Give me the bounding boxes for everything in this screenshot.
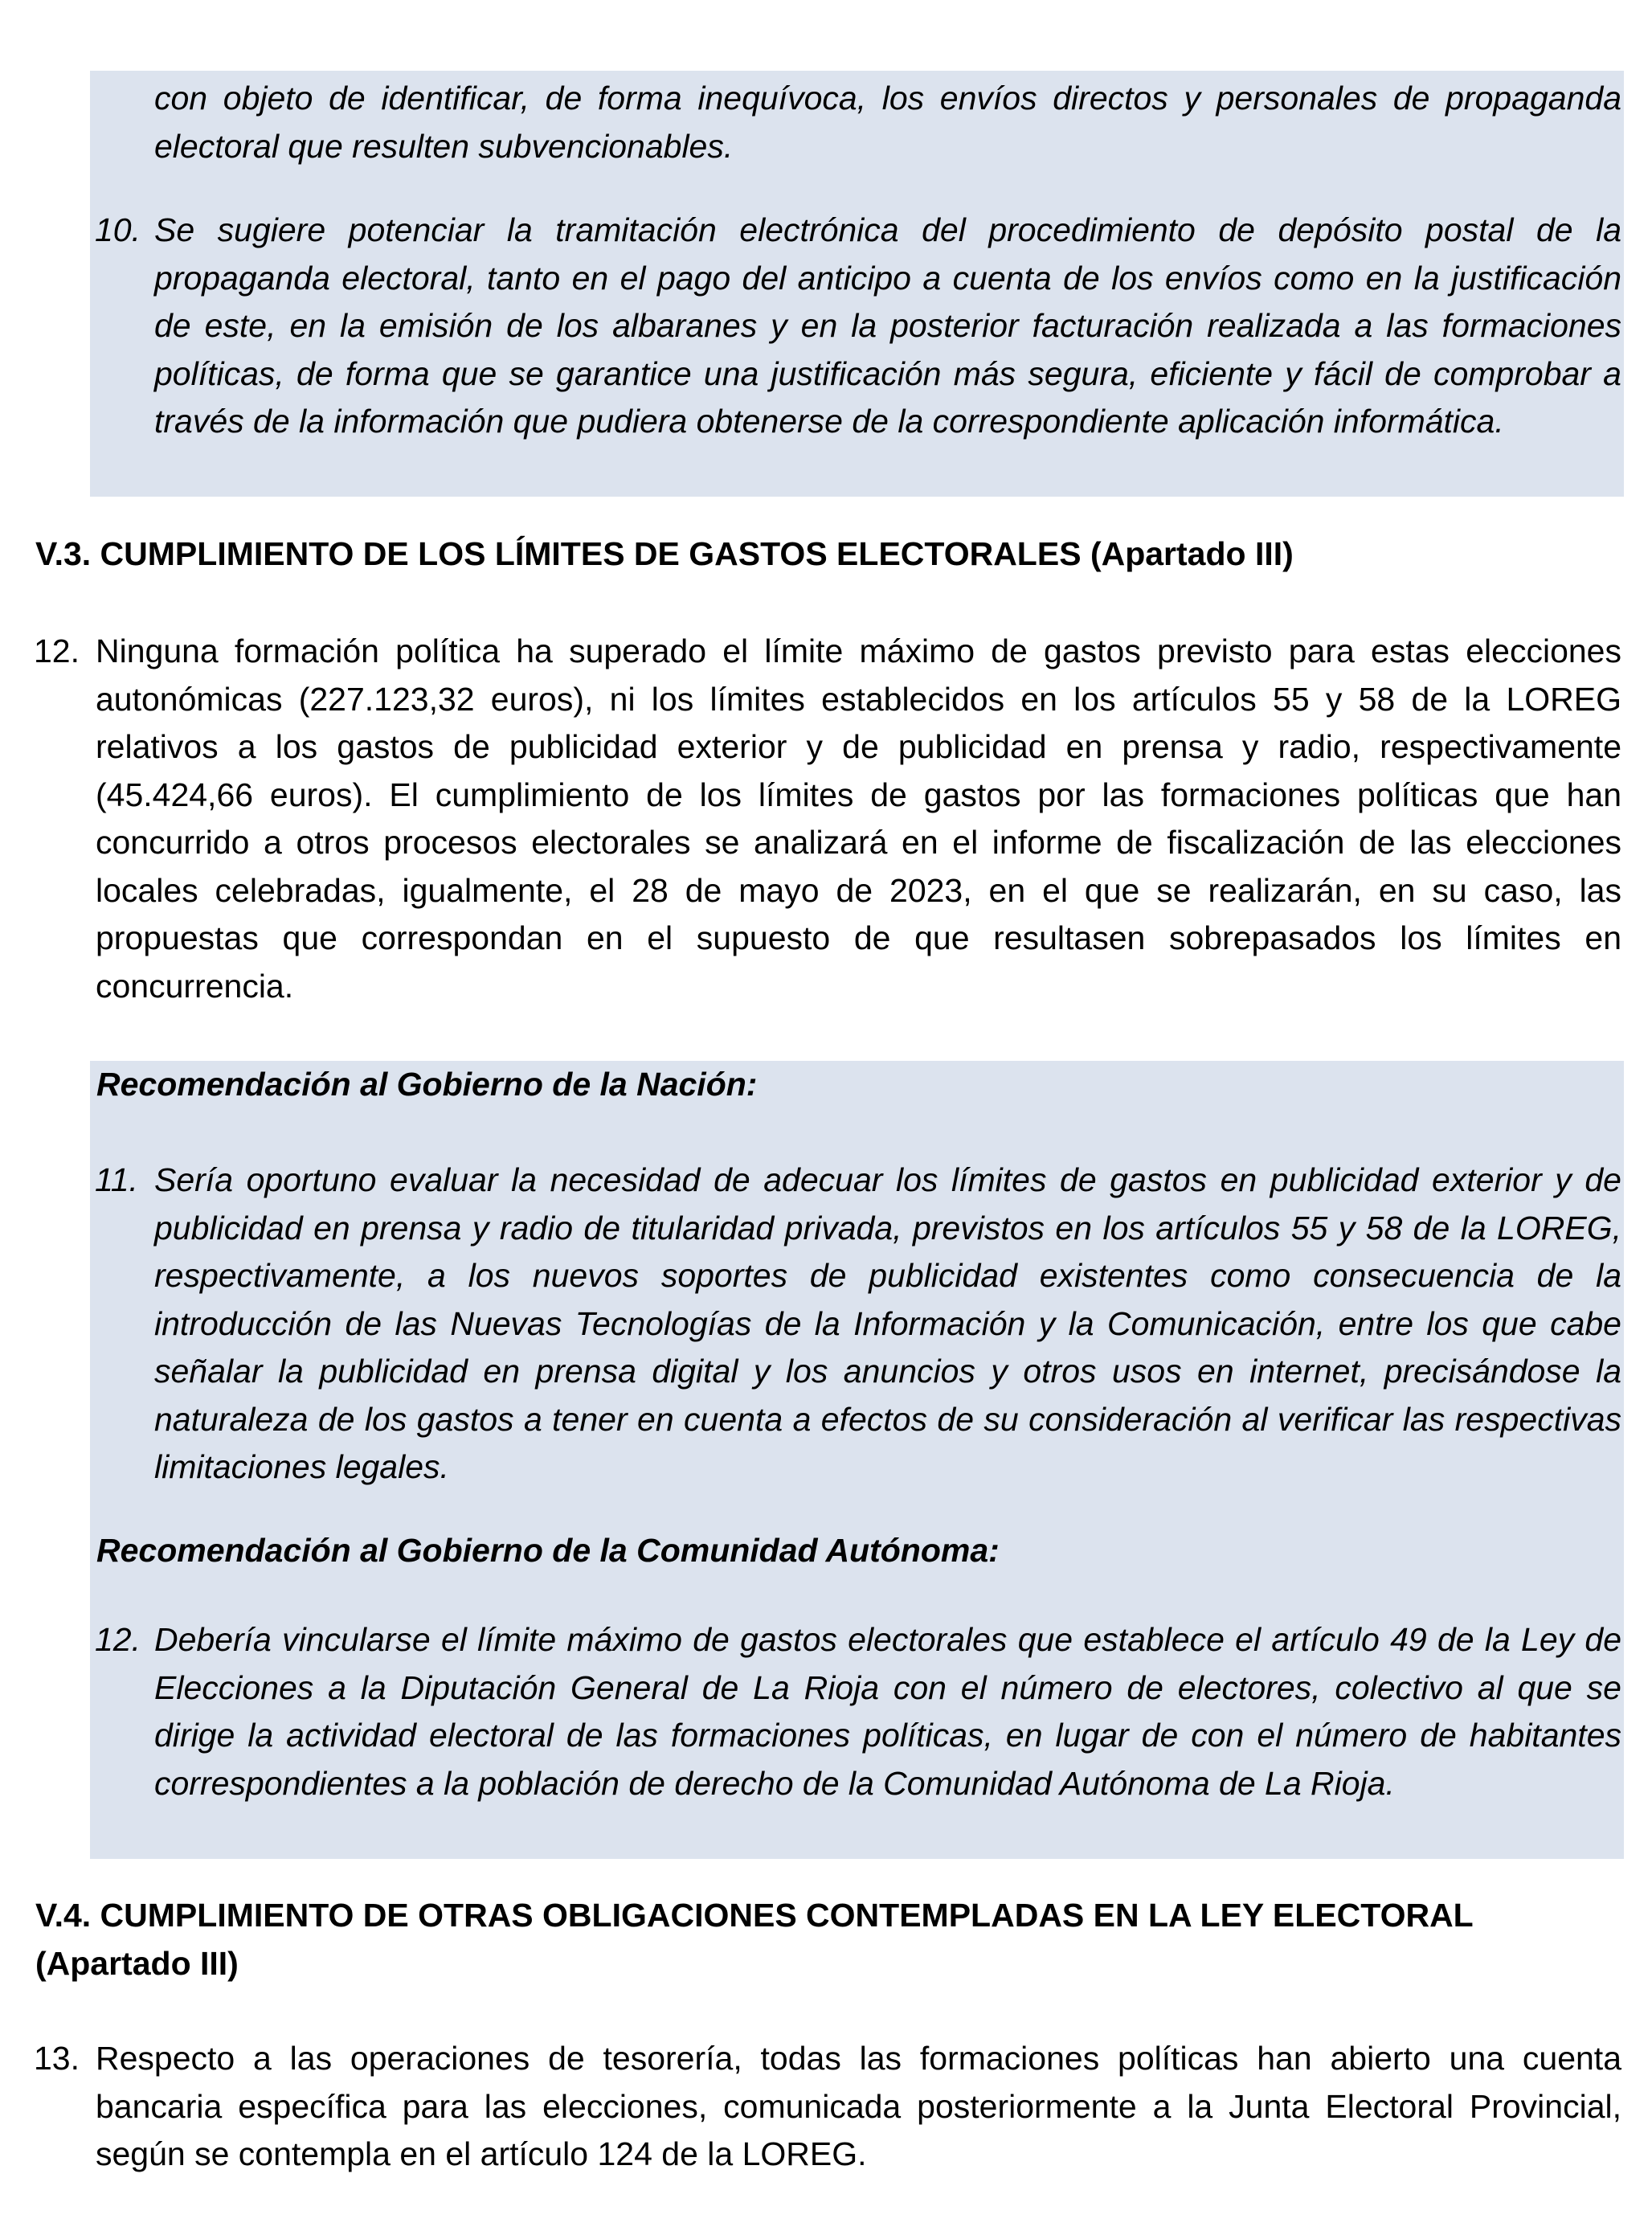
recommendation-10-number: 10. bbox=[95, 211, 141, 248]
conclusion-13-text: Respecto a las operaciones de tesorería, todas las formaciones políticas han abierto una cuenta bancaria específica para las elecciones, comunicada posteriormente a la Junta Electoral Provincial, según se contempla en el artículo 124 de la LOREG. bbox=[96, 2040, 1621, 2172]
recommendation-heading-nacion: Recomendación al Gobierno de la Nación: bbox=[96, 1066, 758, 1103]
recommendation-12-text: Debería vincularse el límite máximo de gastos electorales que establece el artículo 49 de la Ley de Elecciones a la Diputación General de La Rioja con el número de electores, colectivo al que se dirige la actividad electoral de las formaciones políticas, en lugar de con el número de habitantes correspondientes a la población de derecho de la Comunidad Autónoma de La Rioja. bbox=[154, 1621, 1621, 1802]
recommendation-heading-comunidad: Recomendación al Gobierno de la Comunidad Autónoma: bbox=[96, 1532, 1000, 1569]
section-v3-heading: V.3. CUMPLIMIENTO DE LOS LÍMITES DE GASTOS ELECTORALES (Apartado III) bbox=[35, 535, 1294, 572]
recommendation-10 bbox=[95, 207, 1621, 446]
recommendation-continuation bbox=[95, 75, 1621, 170]
recommendation-11 bbox=[95, 1156, 1621, 1492]
conclusion-13-number: 13. bbox=[34, 2040, 80, 2077]
recommendation-12 bbox=[95, 1616, 1621, 1807]
conclusion-12-text: Ninguna formación política ha superado el límite máximo de gastos previsto para estas elecciones autonómicas (227.123,32 euros), ni los límites establecidos en los artículos 55 y 58 de la LOREG relativos a los gastos de publicidad exterior y de publicidad en prensa y radio, respectivamente (45.424,66 euros). El cumplimiento de los límites de gastos por las formaciones políticas que han concurrido a otros procesos electorales se analizará en el informe de fiscalización de las elecciones locales celebradas, igualmente, el 28 de mayo de 2023, en el que se realizarán, en su caso, las propuestas que correspondan en el supuesto de que resultasen sobrepasados los límites en concurrencia. bbox=[96, 632, 1621, 1005]
section-v4-heading: V.4. CUMPLIMIENTO DE OTRAS OBLIGACIONES CONTEMPLADAS EN LA LEY ELECTORAL (Apartado III) bbox=[35, 1897, 1473, 1982]
recommendation-11-number: 11. bbox=[95, 1161, 138, 1198]
conclusion-12-number: 12. bbox=[34, 632, 80, 669]
recommendation-10-text: Se sugiere potenciar la tramitación electrónica del procedimiento de depósito postal de la propaganda electoral, tanto en el pago del anticipo a cuenta de los envíos como en la justificación de este, en la emisión de los albaranes y en la posterior facturación realizada a las formaciones políticas, de forma que se garantice una justificación más segura, eficiente y fácil de comprobar a través de la información que pudiera obtenerse de la correspondiente aplicación informática. bbox=[154, 211, 1621, 440]
conclusion-12 bbox=[34, 628, 1621, 1010]
recommendation-continuation-text: con objeto de identificar, de forma inequívoca, los envíos directos y personales de propaganda electoral que resulten subvencionables. bbox=[154, 80, 1621, 165]
conclusion-13 bbox=[34, 2035, 1621, 2179]
recommendation-12-number: 12. bbox=[95, 1621, 141, 1658]
recommendation-11-text: Sería oportuno evaluar la necesidad de adecuar los límites de gastos en publicidad exterior y de publicidad en prensa y radio de titularidad privada, previstos en los artículos 55 y 58 de la LOREG, respectivamente, a los nuevos soportes de publicidad existentes como consecuencia de la introducción de las Nuevas Tecnologías de la Información y la Comunicación, entre los que cabe señalar la publicidad en prensa digital y los anuncios y otros usos en internet, precisándose la naturaleza de los gastos a tener en cuenta a efectos de su consideración al verificar las respectivas limitaciones legales. bbox=[154, 1161, 1621, 1485]
